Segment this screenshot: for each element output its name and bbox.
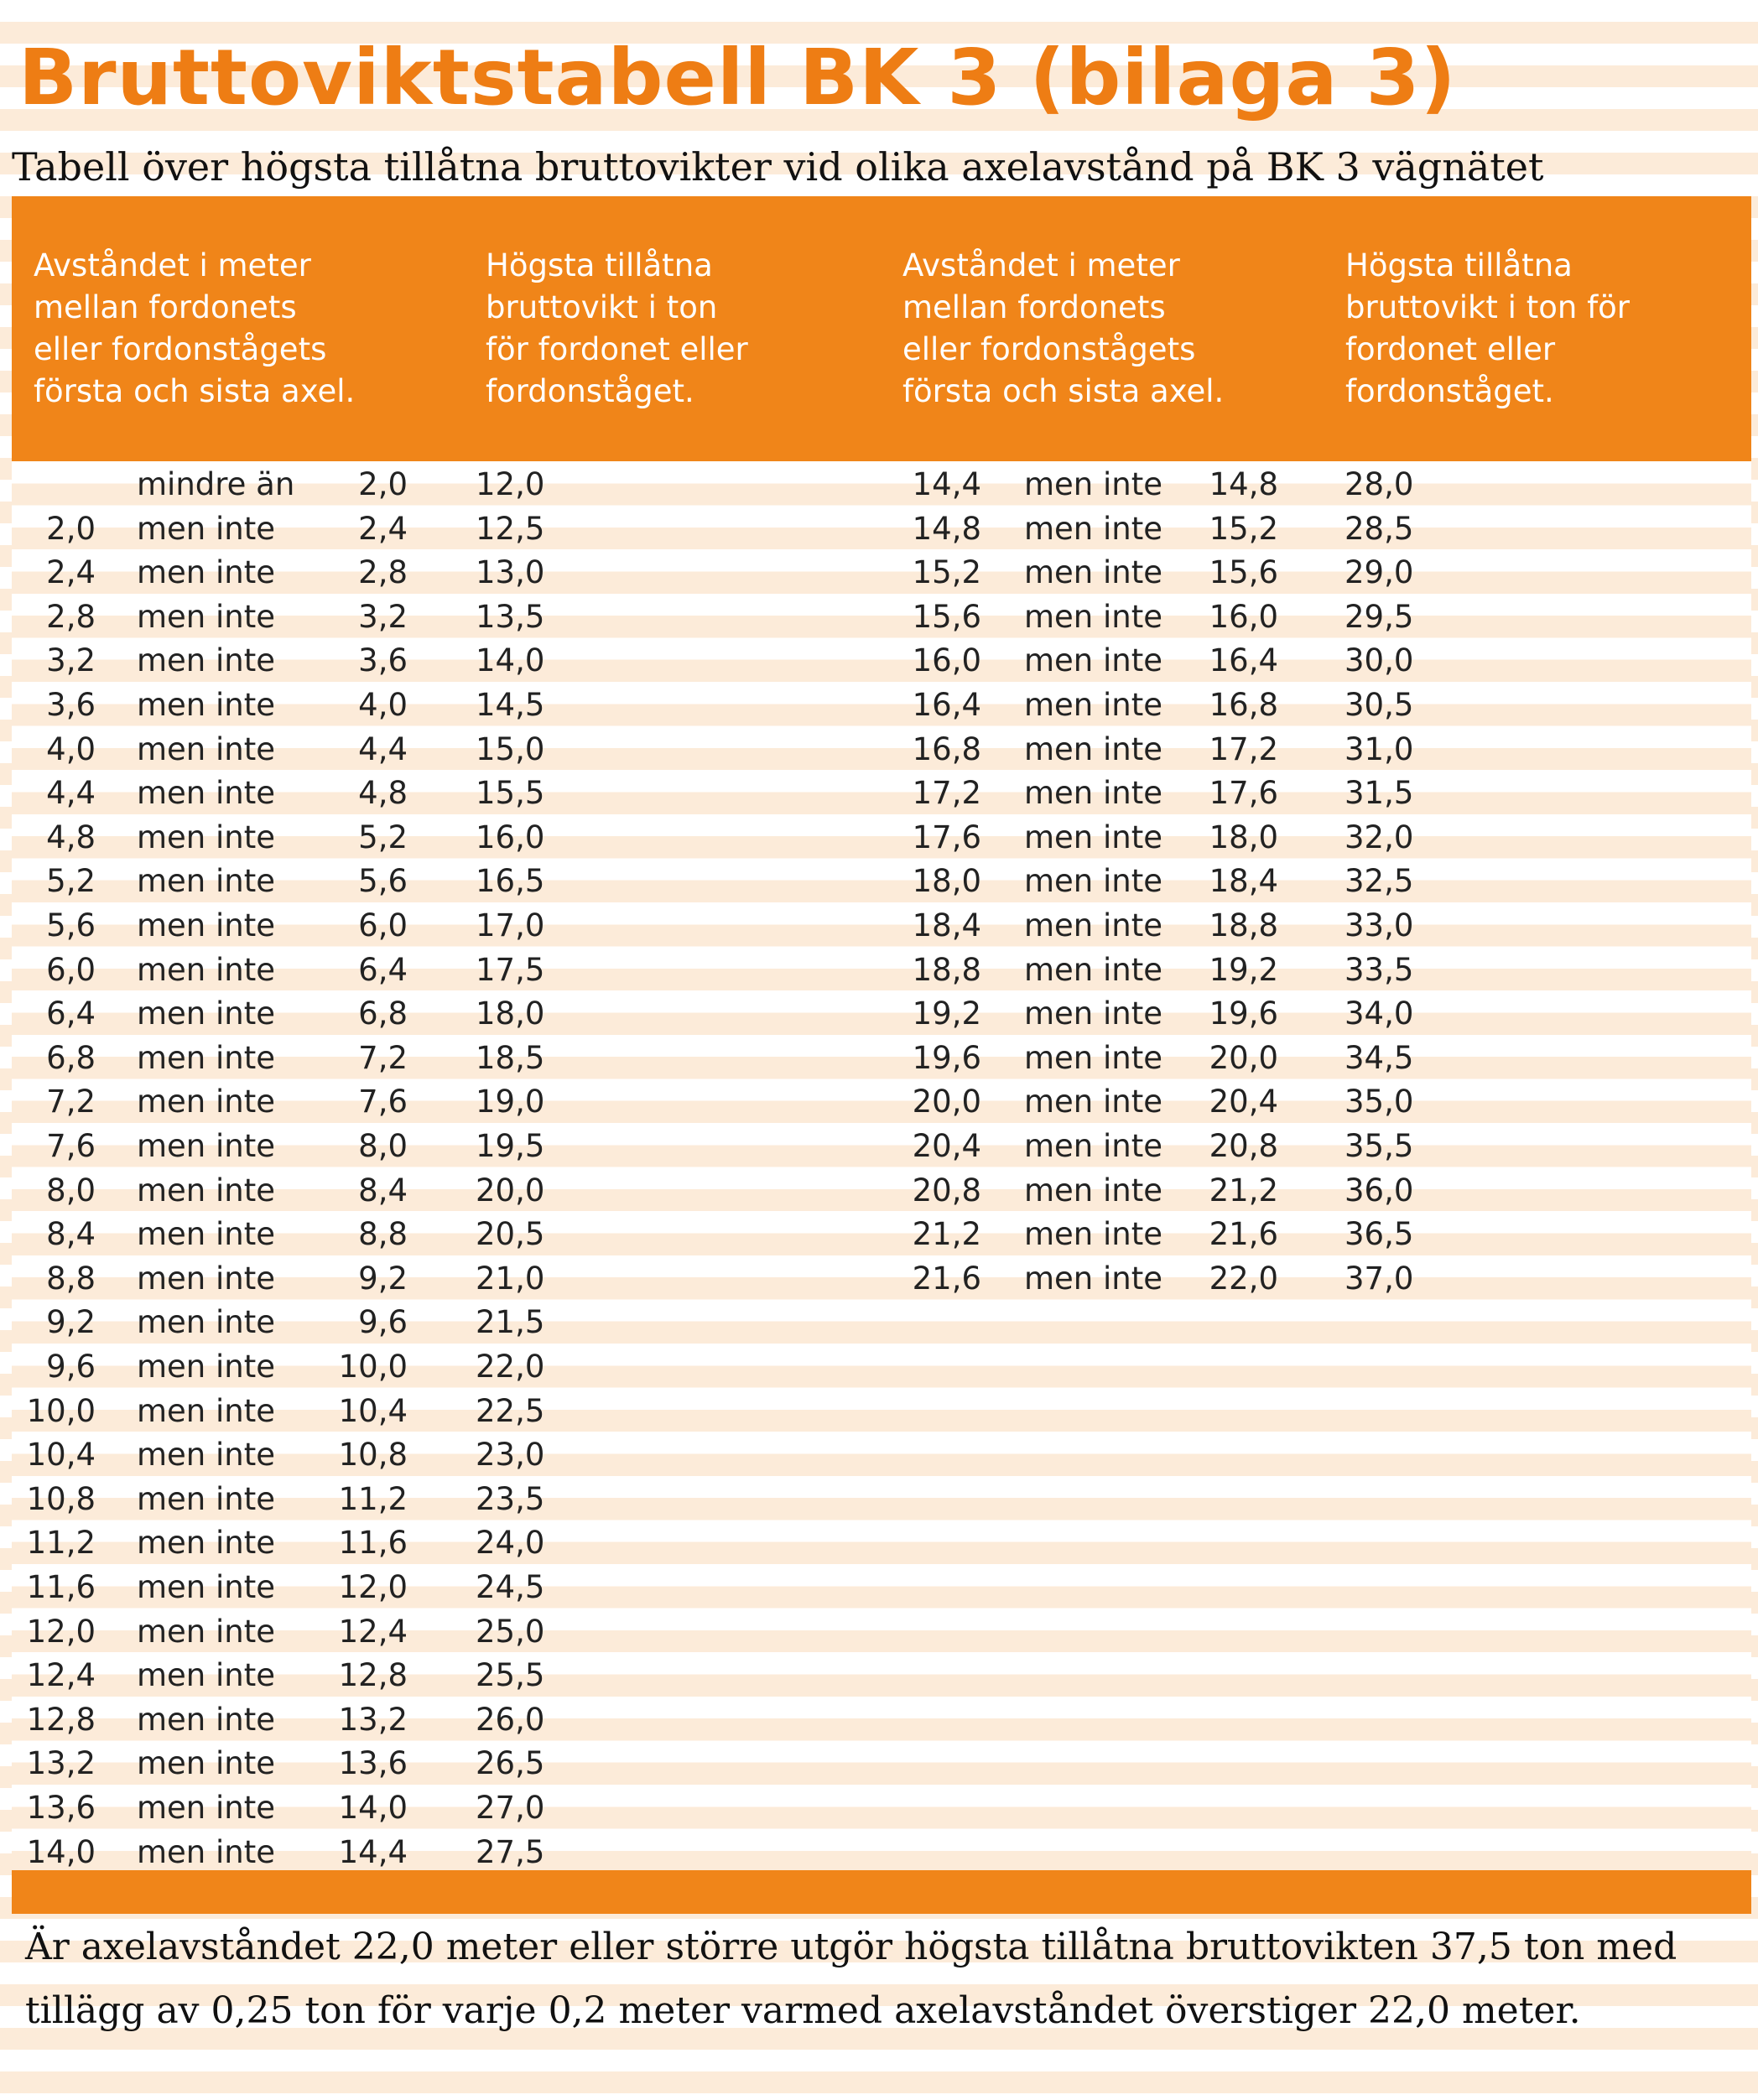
distance-separator: men inte bbox=[137, 687, 276, 723]
distance-to: 18,8 bbox=[1209, 907, 1278, 943]
table-row-right bbox=[12, 772, 1751, 816]
max-weight: 27,0 bbox=[476, 1790, 545, 1826]
distance-separator: men inte bbox=[1024, 510, 1163, 547]
distance-from: 20,8 bbox=[912, 1172, 981, 1209]
distance-to: 4,8 bbox=[358, 775, 408, 812]
distance-separator: men inte bbox=[137, 1833, 276, 1870]
max-weight: 23,0 bbox=[476, 1437, 545, 1474]
max-weight: 19,5 bbox=[476, 1128, 545, 1164]
distance-from: 9,6 bbox=[46, 1349, 96, 1385]
table-row-right bbox=[12, 728, 1751, 772]
table-body bbox=[12, 461, 1751, 1870]
distance-from: 7,6 bbox=[46, 1128, 96, 1164]
distance-separator: men inte bbox=[137, 598, 276, 635]
distance-from: 4,8 bbox=[46, 819, 96, 855]
distance-separator: men inte bbox=[137, 1790, 276, 1826]
distance-from: 16,0 bbox=[912, 642, 981, 679]
distance-to: 19,6 bbox=[1209, 995, 1278, 1032]
distance-from: 21,2 bbox=[912, 1216, 981, 1253]
distance-from: 18,4 bbox=[912, 907, 981, 943]
distance-separator: men inte bbox=[1024, 730, 1163, 767]
table-row-right bbox=[12, 1125, 1751, 1169]
max-weight: 29,0 bbox=[1345, 554, 1414, 591]
distance-separator: men inte bbox=[137, 1084, 276, 1120]
distance-from: 14,4 bbox=[912, 466, 981, 502]
distance-separator: mindre än bbox=[137, 466, 295, 502]
table-row-right bbox=[12, 551, 1751, 595]
distance-from: 6,4 bbox=[46, 995, 96, 1032]
distance-to: 5,6 bbox=[358, 863, 408, 900]
page-title: Bruttoviktstabell BK 3 (bilaga 3) bbox=[18, 33, 1457, 122]
max-weight: 25,5 bbox=[476, 1657, 545, 1694]
distance-to: 10,8 bbox=[338, 1437, 408, 1474]
distance-from: 7,2 bbox=[46, 1084, 96, 1120]
distance-to: 16,8 bbox=[1209, 687, 1278, 723]
max-weight: 12,0 bbox=[476, 466, 545, 502]
distance-separator: men inte bbox=[1024, 1172, 1163, 1209]
max-weight: 30,0 bbox=[1345, 642, 1414, 679]
distance-separator: men inte bbox=[137, 995, 276, 1032]
distance-to: 16,0 bbox=[1209, 598, 1278, 635]
distance-separator: men inte bbox=[1024, 1128, 1163, 1164]
distance-separator: men inte bbox=[137, 642, 276, 679]
max-weight: 31,0 bbox=[1345, 730, 1414, 767]
max-weight: 32,0 bbox=[1345, 819, 1414, 855]
distance-separator: men inte bbox=[137, 1260, 276, 1297]
distance-to: 10,0 bbox=[338, 1349, 408, 1385]
distance-from: 2,0 bbox=[46, 510, 96, 547]
distance-to: 18,4 bbox=[1209, 863, 1278, 900]
table-row-right bbox=[12, 684, 1751, 728]
distance-from: 3,2 bbox=[46, 642, 96, 679]
distance-from: 12,4 bbox=[26, 1657, 96, 1694]
distance-to: 13,2 bbox=[338, 1701, 408, 1738]
distance-to: 22,0 bbox=[1209, 1260, 1278, 1297]
distance-to: 20,4 bbox=[1209, 1084, 1278, 1120]
distance-separator: men inte bbox=[137, 1437, 276, 1474]
distance-from: 11,2 bbox=[26, 1525, 96, 1562]
distance-to: 17,2 bbox=[1209, 730, 1278, 767]
distance-from: 20,4 bbox=[912, 1128, 981, 1164]
distance-separator: men inte bbox=[137, 1039, 276, 1076]
max-weight: 17,5 bbox=[476, 951, 545, 988]
distance-from: 13,2 bbox=[26, 1745, 96, 1782]
page-subtitle: Tabell över högsta tillåtna bruttovikter vid olika axelavstånd på BK 3 vägnätet bbox=[12, 144, 1544, 190]
distance-from: 13,6 bbox=[26, 1790, 96, 1826]
distance-separator: men inte bbox=[1024, 907, 1163, 943]
distance-from: 10,8 bbox=[26, 1480, 96, 1517]
distance-to: 2,4 bbox=[358, 510, 408, 547]
distance-to: 6,8 bbox=[358, 995, 408, 1032]
max-weight: 29,5 bbox=[1345, 598, 1414, 635]
distance-separator: men inte bbox=[137, 1569, 276, 1605]
distance-separator: men inte bbox=[1024, 1216, 1163, 1253]
distance-to: 7,6 bbox=[358, 1084, 408, 1120]
distance-to: 4,0 bbox=[358, 687, 408, 723]
table-row-right bbox=[12, 1037, 1751, 1081]
distance-to: 15,2 bbox=[1209, 510, 1278, 547]
distance-to: 9,2 bbox=[358, 1260, 408, 1297]
distance-from: 20,0 bbox=[912, 1084, 981, 1120]
distance-from: 21,6 bbox=[912, 1260, 981, 1297]
distance-separator: men inte bbox=[137, 1216, 276, 1253]
distance-from: 10,4 bbox=[26, 1437, 96, 1474]
max-weight: 34,5 bbox=[1345, 1039, 1414, 1076]
distance-to: 10,4 bbox=[338, 1392, 408, 1429]
distance-from: 5,2 bbox=[46, 863, 96, 900]
max-weight: 21,0 bbox=[476, 1260, 545, 1297]
distance-to: 12,4 bbox=[338, 1613, 408, 1650]
distance-to: 17,6 bbox=[1209, 775, 1278, 812]
table-row-right bbox=[12, 507, 1751, 552]
max-weight: 15,5 bbox=[476, 775, 545, 812]
distance-separator: men inte bbox=[137, 554, 276, 591]
max-weight: 28,5 bbox=[1345, 510, 1414, 547]
max-weight: 22,0 bbox=[476, 1349, 545, 1385]
table-row-left bbox=[12, 1301, 1751, 1345]
max-weight: 35,0 bbox=[1345, 1084, 1414, 1120]
table-row-right bbox=[12, 595, 1751, 640]
distance-to: 8,4 bbox=[358, 1172, 408, 1209]
max-weight: 14,5 bbox=[476, 687, 545, 723]
distance-from: 5,6 bbox=[46, 907, 96, 943]
table-row-right bbox=[12, 1213, 1751, 1257]
table-row-left bbox=[12, 1478, 1751, 1522]
max-weight: 16,5 bbox=[476, 863, 545, 900]
distance-separator: men inte bbox=[1024, 598, 1163, 635]
distance-from: 12,8 bbox=[26, 1701, 96, 1738]
distance-separator: men inte bbox=[137, 1349, 276, 1385]
distance-from: 4,0 bbox=[46, 730, 96, 767]
distance-from: 6,8 bbox=[46, 1039, 96, 1076]
distance-separator: men inte bbox=[137, 1613, 276, 1650]
table-row-right bbox=[12, 1080, 1751, 1125]
max-weight: 25,0 bbox=[476, 1613, 545, 1650]
table-row-left bbox=[12, 1390, 1751, 1434]
distance-to: 20,8 bbox=[1209, 1128, 1278, 1164]
distance-to: 2,0 bbox=[358, 466, 408, 502]
table-row-right bbox=[12, 1169, 1751, 1214]
distance-to: 4,4 bbox=[358, 730, 408, 767]
distance-separator: men inte bbox=[137, 510, 276, 547]
distance-to: 12,8 bbox=[338, 1657, 408, 1694]
distance-from: 19,2 bbox=[912, 995, 981, 1032]
distance-separator: men inte bbox=[137, 1525, 276, 1562]
distance-to: 11,6 bbox=[338, 1525, 408, 1562]
distance-separator: men inte bbox=[1024, 951, 1163, 988]
distance-separator: men inte bbox=[1024, 863, 1163, 900]
table-row-right bbox=[12, 992, 1751, 1037]
max-weight: 23,5 bbox=[476, 1480, 545, 1517]
table-row-right bbox=[12, 639, 1751, 684]
distance-from: 17,6 bbox=[912, 819, 981, 855]
max-weight: 26,5 bbox=[476, 1745, 545, 1782]
table-row-right bbox=[12, 1257, 1751, 1302]
distance-separator: men inte bbox=[137, 1745, 276, 1782]
table-row-left bbox=[12, 1345, 1751, 1390]
distance-to: 8,8 bbox=[358, 1216, 408, 1253]
distance-to: 20,0 bbox=[1209, 1039, 1278, 1076]
max-weight: 36,5 bbox=[1345, 1216, 1414, 1253]
distance-from: 12,0 bbox=[26, 1613, 96, 1650]
distance-separator: men inte bbox=[1024, 554, 1163, 591]
footer-note: Är axelavståndet 22,0 meter eller större utgör högsta tillåtna bruttovikten 37,5 ton med tillägg av 0,25 ton för varje 0,2 meter varmed axelavståndet överstiger 22,0 meter. bbox=[25, 1926, 1677, 2032]
table-row-left bbox=[12, 1433, 1751, 1478]
max-weight: 24,5 bbox=[476, 1569, 545, 1605]
distance-from: 4,4 bbox=[46, 775, 96, 812]
table-row-right bbox=[12, 816, 1751, 860]
distance-separator: men inte bbox=[137, 863, 276, 900]
max-weight: 20,5 bbox=[476, 1216, 545, 1253]
max-weight: 18,0 bbox=[476, 995, 545, 1032]
table-row-right bbox=[12, 904, 1751, 949]
max-weight: 14,0 bbox=[476, 642, 545, 679]
distance-separator: men inte bbox=[1024, 687, 1163, 723]
max-weight: 32,5 bbox=[1345, 863, 1414, 900]
max-weight: 26,0 bbox=[476, 1701, 545, 1738]
distance-to: 12,0 bbox=[338, 1569, 408, 1605]
distance-separator: men inte bbox=[1024, 995, 1163, 1032]
distance-to: 19,2 bbox=[1209, 951, 1278, 988]
table-row-left bbox=[12, 1742, 1751, 1786]
distance-to: 16,4 bbox=[1209, 642, 1278, 679]
distance-to: 3,6 bbox=[358, 642, 408, 679]
distance-from: 18,0 bbox=[912, 863, 981, 900]
distance-to: 8,0 bbox=[358, 1128, 408, 1164]
distance-separator: men inte bbox=[137, 1304, 276, 1341]
max-weight: 28,0 bbox=[1345, 466, 1414, 502]
distance-separator: men inte bbox=[1024, 1260, 1163, 1297]
max-weight: 27,5 bbox=[476, 1833, 545, 1870]
max-weight: 19,0 bbox=[476, 1084, 545, 1120]
distance-from: 14,0 bbox=[26, 1833, 96, 1870]
distance-separator: men inte bbox=[137, 1657, 276, 1694]
distance-from: 11,6 bbox=[26, 1569, 96, 1605]
distance-from: 3,6 bbox=[46, 687, 96, 723]
max-weight: 35,5 bbox=[1345, 1128, 1414, 1164]
max-weight: 30,5 bbox=[1345, 687, 1414, 723]
max-weight: 21,5 bbox=[476, 1304, 545, 1341]
table-row-right bbox=[12, 463, 1751, 507]
distance-separator: men inte bbox=[1024, 1039, 1163, 1076]
max-weight: 17,0 bbox=[476, 907, 545, 943]
distance-separator: men inte bbox=[137, 907, 276, 943]
distance-to: 14,4 bbox=[338, 1833, 408, 1870]
max-weight: 22,5 bbox=[476, 1392, 545, 1429]
distance-to: 2,8 bbox=[358, 554, 408, 591]
distance-from: 16,4 bbox=[912, 687, 981, 723]
distance-from: 18,8 bbox=[912, 951, 981, 988]
distance-to: 11,2 bbox=[338, 1480, 408, 1517]
max-weight: 18,5 bbox=[476, 1039, 545, 1076]
distance-separator: men inte bbox=[1024, 1084, 1163, 1120]
max-weight: 20,0 bbox=[476, 1172, 545, 1209]
table-row-left bbox=[12, 1831, 1751, 1875]
header-weight-right: Högsta tillåtna bruttovikt i ton för fordonet eller fordonståget. bbox=[1345, 247, 1630, 409]
distance-separator: men inte bbox=[1024, 642, 1163, 679]
distance-to: 14,8 bbox=[1209, 466, 1278, 502]
weight-table bbox=[12, 196, 1751, 1914]
distance-separator: men inte bbox=[137, 1480, 276, 1517]
header-distance-right: Avståndet i meter mellan fordonets eller fordonstågets första och sista axel. bbox=[902, 247, 1225, 409]
table-row-right bbox=[12, 860, 1751, 904]
max-weight: 34,0 bbox=[1345, 995, 1414, 1032]
max-weight: 12,5 bbox=[476, 510, 545, 547]
distance-from: 9,2 bbox=[46, 1304, 96, 1341]
header-weight-left: Högsta tillåtna bruttovikt i ton för fordonet eller fordonståget. bbox=[486, 247, 748, 409]
distance-from: 15,2 bbox=[912, 554, 981, 591]
distance-to: 7,2 bbox=[358, 1039, 408, 1076]
distance-separator: men inte bbox=[137, 1128, 276, 1164]
distance-to: 9,6 bbox=[358, 1304, 408, 1341]
distance-from: 19,6 bbox=[912, 1039, 981, 1076]
max-weight: 36,0 bbox=[1345, 1172, 1414, 1209]
distance-from: 8,8 bbox=[46, 1260, 96, 1297]
distance-from: 10,0 bbox=[26, 1392, 96, 1429]
distance-from: 17,2 bbox=[912, 775, 981, 812]
distance-separator: men inte bbox=[1024, 775, 1163, 812]
table-row-left bbox=[12, 1566, 1751, 1610]
distance-separator: men inte bbox=[137, 1701, 276, 1738]
max-weight: 13,5 bbox=[476, 598, 545, 635]
distance-to: 21,6 bbox=[1209, 1216, 1278, 1253]
distance-to: 15,6 bbox=[1209, 554, 1278, 591]
distance-to: 3,2 bbox=[358, 598, 408, 635]
max-weight: 16,0 bbox=[476, 819, 545, 855]
distance-separator: men inte bbox=[137, 1172, 276, 1209]
distance-separator: men inte bbox=[1024, 819, 1163, 855]
distance-from: 16,8 bbox=[912, 730, 981, 767]
max-weight: 37,0 bbox=[1345, 1260, 1414, 1297]
distance-separator: men inte bbox=[137, 819, 276, 855]
table-row-left bbox=[12, 1698, 1751, 1743]
distance-to: 13,6 bbox=[338, 1745, 408, 1782]
distance-separator: men inte bbox=[137, 951, 276, 988]
distance-from: 8,0 bbox=[46, 1172, 96, 1209]
distance-to: 18,0 bbox=[1209, 819, 1278, 855]
table-row-left bbox=[12, 1654, 1751, 1698]
distance-separator: men inte bbox=[137, 775, 276, 812]
max-weight: 31,5 bbox=[1345, 775, 1414, 812]
distance-separator: men inte bbox=[137, 1392, 276, 1429]
table-row-left bbox=[12, 1786, 1751, 1831]
max-weight: 33,0 bbox=[1345, 907, 1414, 943]
distance-to: 6,4 bbox=[358, 951, 408, 988]
distance-from: 2,4 bbox=[46, 554, 96, 591]
distance-to: 14,0 bbox=[338, 1790, 408, 1826]
distance-from: 8,4 bbox=[46, 1216, 96, 1253]
distance-separator: men inte bbox=[137, 730, 276, 767]
max-weight: 24,0 bbox=[476, 1525, 545, 1562]
distance-from: 15,6 bbox=[912, 598, 981, 635]
distance-from: 2,8 bbox=[46, 598, 96, 635]
distance-to: 6,0 bbox=[358, 907, 408, 943]
max-weight: 33,5 bbox=[1345, 951, 1414, 988]
table-row-left bbox=[12, 1610, 1751, 1655]
distance-from: 6,0 bbox=[46, 951, 96, 988]
table-row-right bbox=[12, 949, 1751, 993]
distance-to: 21,2 bbox=[1209, 1172, 1278, 1209]
distance-from: 14,8 bbox=[912, 510, 981, 547]
max-weight: 13,0 bbox=[476, 554, 545, 591]
distance-to: 5,2 bbox=[358, 819, 408, 855]
header-distance-left: Avståndet i meter mellan fordonets eller fordonstågets första och sista axel. bbox=[34, 247, 356, 409]
distance-separator: men inte bbox=[1024, 466, 1163, 502]
max-weight: 15,0 bbox=[476, 730, 545, 767]
table-row-left bbox=[12, 1521, 1751, 1566]
